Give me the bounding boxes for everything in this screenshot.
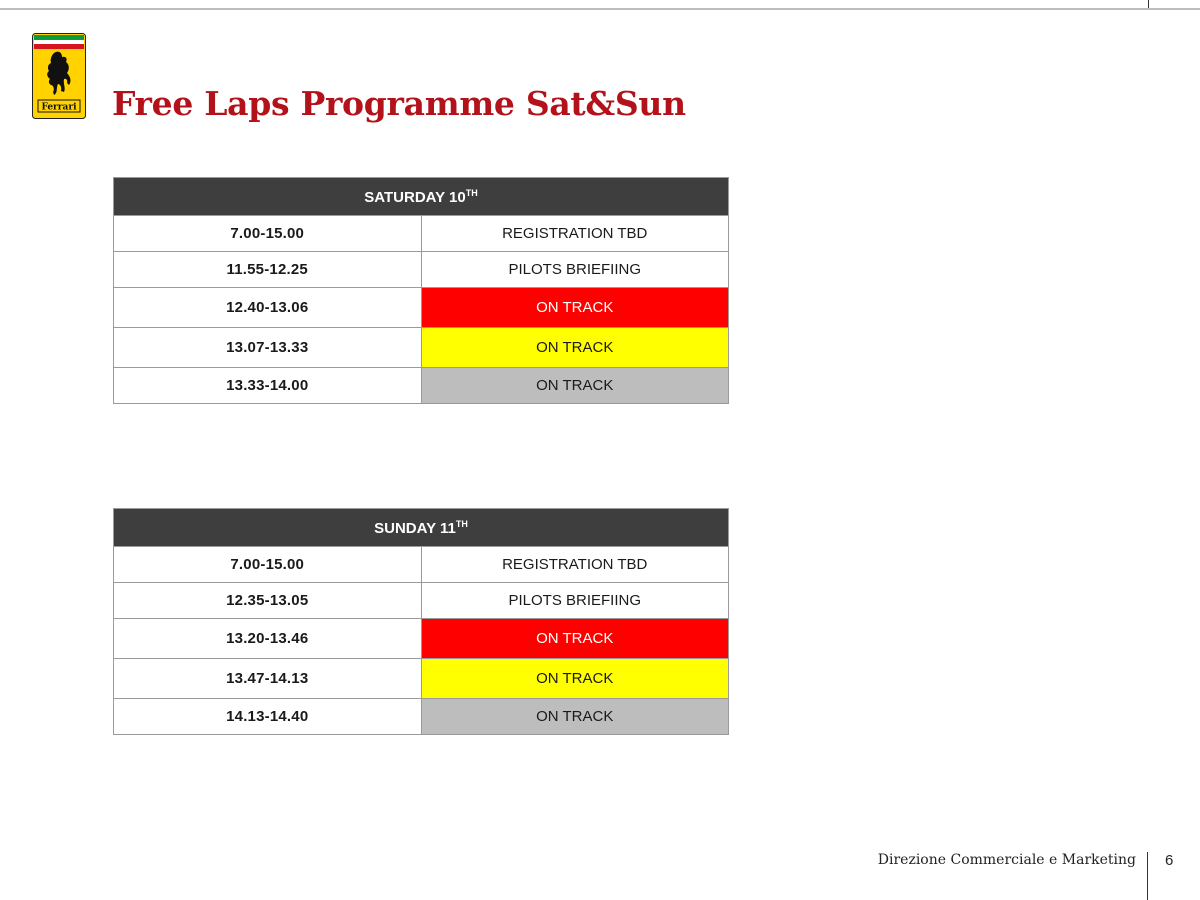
table-row — [114, 288, 729, 328]
table-row — [114, 216, 729, 252]
top-rule — [0, 8, 1200, 10]
footer-divider — [1147, 852, 1148, 900]
time-cell: 13.20-13.46 — [114, 619, 422, 659]
table-row — [114, 252, 729, 288]
page-title: Free Laps Programme Sat&Sun — [112, 84, 686, 123]
activity-cell: PILOTS BRIEFIING — [421, 252, 729, 288]
time-cell: 13.33-14.00 — [114, 368, 422, 404]
footer-department: Direzione Commerciale e Marketing — [877, 852, 1136, 868]
ferrari-logo — [32, 33, 86, 119]
time-cell: 12.35-13.05 — [114, 583, 422, 619]
activity-cell-red: ON TRACK — [421, 288, 729, 328]
table-row — [114, 368, 729, 404]
table-row — [114, 619, 729, 659]
top-tick — [1148, 0, 1149, 8]
activity-cell-grey: ON TRACK — [421, 368, 729, 404]
activity-cell-yellow: ON TRACK — [421, 328, 729, 368]
table-row — [114, 547, 729, 583]
sunday-header: SUNDAY 11TH — [114, 509, 729, 547]
table-row — [114, 699, 729, 735]
activity-cell-yellow: ON TRACK — [421, 659, 729, 699]
time-cell: 7.00-15.00 — [114, 216, 422, 252]
time-cell: 13.07-13.33 — [114, 328, 422, 368]
svg-text:Ferrari: Ferrari — [41, 102, 77, 113]
activity-cell: REGISTRATION TBD — [421, 547, 729, 583]
table-row — [114, 328, 729, 368]
activity-cell: PILOTS BRIEFIING — [421, 583, 729, 619]
time-cell: 14.13-14.40 — [114, 699, 422, 735]
time-cell: 7.00-15.00 — [114, 547, 422, 583]
page-number: 6 — [1165, 852, 1174, 869]
time-cell: 13.47-14.13 — [114, 659, 422, 699]
activity-cell-red: ON TRACK — [421, 619, 729, 659]
sunday-schedule-table — [113, 508, 729, 735]
activity-cell: REGISTRATION TBD — [421, 216, 729, 252]
table-row — [114, 583, 729, 619]
time-cell: 11.55-12.25 — [114, 252, 422, 288]
saturday-schedule-table — [113, 177, 729, 404]
time-cell: 12.40-13.06 — [114, 288, 422, 328]
activity-cell-grey: ON TRACK — [421, 699, 729, 735]
table-row — [114, 659, 729, 699]
saturday-header: SATURDAY 10TH — [114, 178, 729, 216]
